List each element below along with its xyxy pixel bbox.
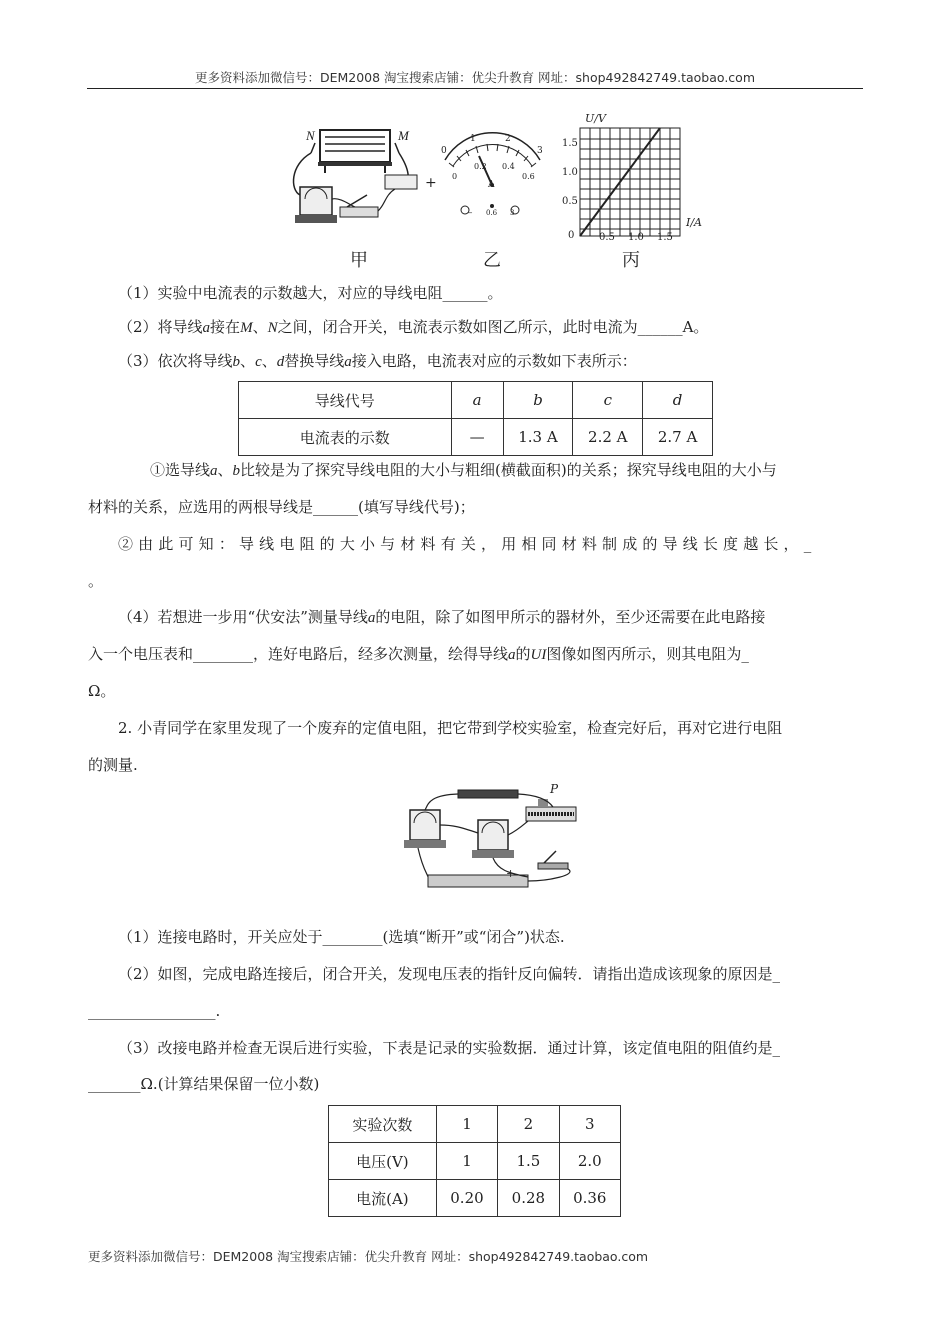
q1-conclusion2-line1: ② 由 此 可 知 ： 导 线 电 阻 的 大 小 与 材 料 有 关 ， 用 相 同 材 料 制 成 的 导 线 长 度 越 长 ， _ (118, 535, 812, 553)
terminal-06: 0.6 (486, 209, 498, 217)
table-cell: 2 (498, 1106, 559, 1143)
ammeter-unit: A (488, 180, 495, 190)
table-cell: 0.20 (436, 1180, 497, 1217)
graph-ylabel: U/V (585, 112, 606, 125)
label-M: M (398, 128, 409, 143)
q1-part1: （1）实验中电流表的示数越大，对应的导线电阻______。 (118, 284, 503, 302)
ammeter-bottom-3: 0.6 (522, 172, 535, 181)
q1-part4-line1: （4）若想进一步用“伏安法”测量导线a的电阻，除了如图甲所示的器材外，至少还需要在此电路接 (118, 608, 766, 626)
table-cell: — (451, 419, 503, 456)
graph-ytick-05: 0.5 (562, 196, 578, 207)
q1-part4-line3: Ω。 (88, 682, 116, 700)
graph-origin: 0 (568, 230, 575, 241)
table-cell: 实验次数 (329, 1106, 437, 1143)
q2-part3-line2: _______Ω.(计算结果保留一位小数) (88, 1075, 320, 1093)
q1-conclusion1-line2: 材料的关系，应选用的两根导线是______(填写导线代号)； (88, 498, 475, 516)
q1-current-table (238, 381, 713, 456)
graph-xtick-10: 1.0 (628, 232, 644, 243)
graph-xlabel: I/A (686, 216, 702, 229)
figure-label-yi: 乙 (483, 250, 501, 271)
ammeter-top-3: 3 (537, 146, 543, 156)
graph-ytick-15: 1.5 (562, 138, 578, 149)
q2-intro-line1: 2. 小青同学在家里发现了一个废弃的定值电阻，把它带到学校实验室，检查完好后，再对它进行电阻 (118, 719, 783, 737)
q2-part2-line2: _________________. (88, 1002, 221, 1020)
table-cell: 电流(A) (329, 1180, 437, 1217)
table-cell: 2.2 A (573, 419, 643, 456)
table-cell: 0.36 (559, 1180, 620, 1217)
graph-xtick-15: 1.5 (657, 232, 673, 243)
table-cell: 2.7 A (643, 419, 713, 456)
figure-label-bing: 丙 (622, 250, 640, 271)
ammeter-top-1: 1 (470, 134, 476, 144)
table-cell: 电压(V) (329, 1143, 437, 1180)
q2-part3-line1: （3）改接电路并检查无误后进行实验，下表是记录的实验数据．通过计算，该定值电阻的阻值约是_ (118, 1039, 781, 1057)
table-cell: b (503, 382, 573, 419)
table-cell: 1 (436, 1143, 497, 1180)
table-cell: 2.0 (559, 1143, 620, 1180)
q1-part3: （3）依次将导线b、c、d替换导线a接入电路，电流表对应的示数如下表所示： (118, 352, 637, 370)
q1-conclusion1-line1: ①选导线a、b比较是为了探究导线电阻的大小与粗细(横截面积)的关系；探究导线电阻的大小与 (150, 461, 777, 479)
table-row (239, 382, 713, 419)
table-row (329, 1180, 621, 1217)
header-rule (87, 88, 863, 89)
q2-label-P: P (550, 782, 559, 796)
page-footer: 更多资料添加微信号：DEM2008 淘宝搜索店铺：优尖升教育 网址：shop492842749.taobao.com (88, 1249, 649, 1264)
graph-xtick-05: 0.5 (599, 232, 615, 243)
table-cell: 导线代号 (239, 382, 452, 419)
graph-ytick-10: 1.0 (562, 167, 578, 178)
table-row (239, 419, 713, 456)
terminal-3: 3 (510, 209, 515, 217)
table-cell: 1.3 A (503, 419, 573, 456)
figure-label-jia: 甲 (350, 250, 368, 271)
q2-data-table (328, 1105, 621, 1217)
table-cell: 0.28 (498, 1180, 559, 1217)
q1-part2: （2）将导线a接在M、N之间，闭合开关，电流表示数如图乙所示，此时电流为______A。 (118, 318, 709, 336)
ammeter-bottom-1: 0.2 (474, 162, 487, 171)
q1-part4-line2: 入一个电压表和________，连好电路后，经多次测量，绘得导线a的UI图像如图丙所示，则其电阻为_ (88, 645, 749, 663)
table-cell: 电流表的示数 (239, 419, 452, 456)
table-cell: d (643, 382, 713, 419)
svg-text:+: + (425, 175, 437, 191)
table-cell: 3 (559, 1106, 620, 1143)
ammeter-bottom-0: 0 (452, 172, 458, 181)
ammeter-top-2: 2 (505, 134, 511, 144)
q1-conclusion2-line2: 。 (88, 572, 104, 590)
table-row (329, 1106, 621, 1143)
q2-intro-line2: 的测量. (88, 756, 138, 774)
figure-bing-ui-graph (575, 120, 685, 240)
table-row (329, 1143, 621, 1180)
ammeter-bottom-2: 0.4 (502, 162, 515, 171)
table-cell: c (573, 382, 643, 419)
q2-part1: （1）连接电路时，开关应处于________(选填“断开”或“闭合”)状态. (118, 928, 565, 946)
terminal-minus: − (467, 209, 473, 217)
table-cell: 1.5 (498, 1143, 559, 1180)
q2-part2-line1: （2）如图，完成电路连接后，闭合开关，发现电压表的指针反向偏转．请指出造成该现象的原因是_ (118, 965, 781, 983)
ammeter-top-0: 0 (441, 146, 447, 156)
table-cell: a (451, 382, 503, 419)
label-N: N (306, 128, 315, 143)
figure-q2-circuit (398, 785, 598, 895)
svg-text:+: + (506, 867, 516, 880)
page-header: 更多资料添加微信号：DEM2008 淘宝搜索店铺：优尖升教育 网址：shop492842749.taobao.com (194, 70, 756, 85)
table-cell: 1 (436, 1106, 497, 1143)
